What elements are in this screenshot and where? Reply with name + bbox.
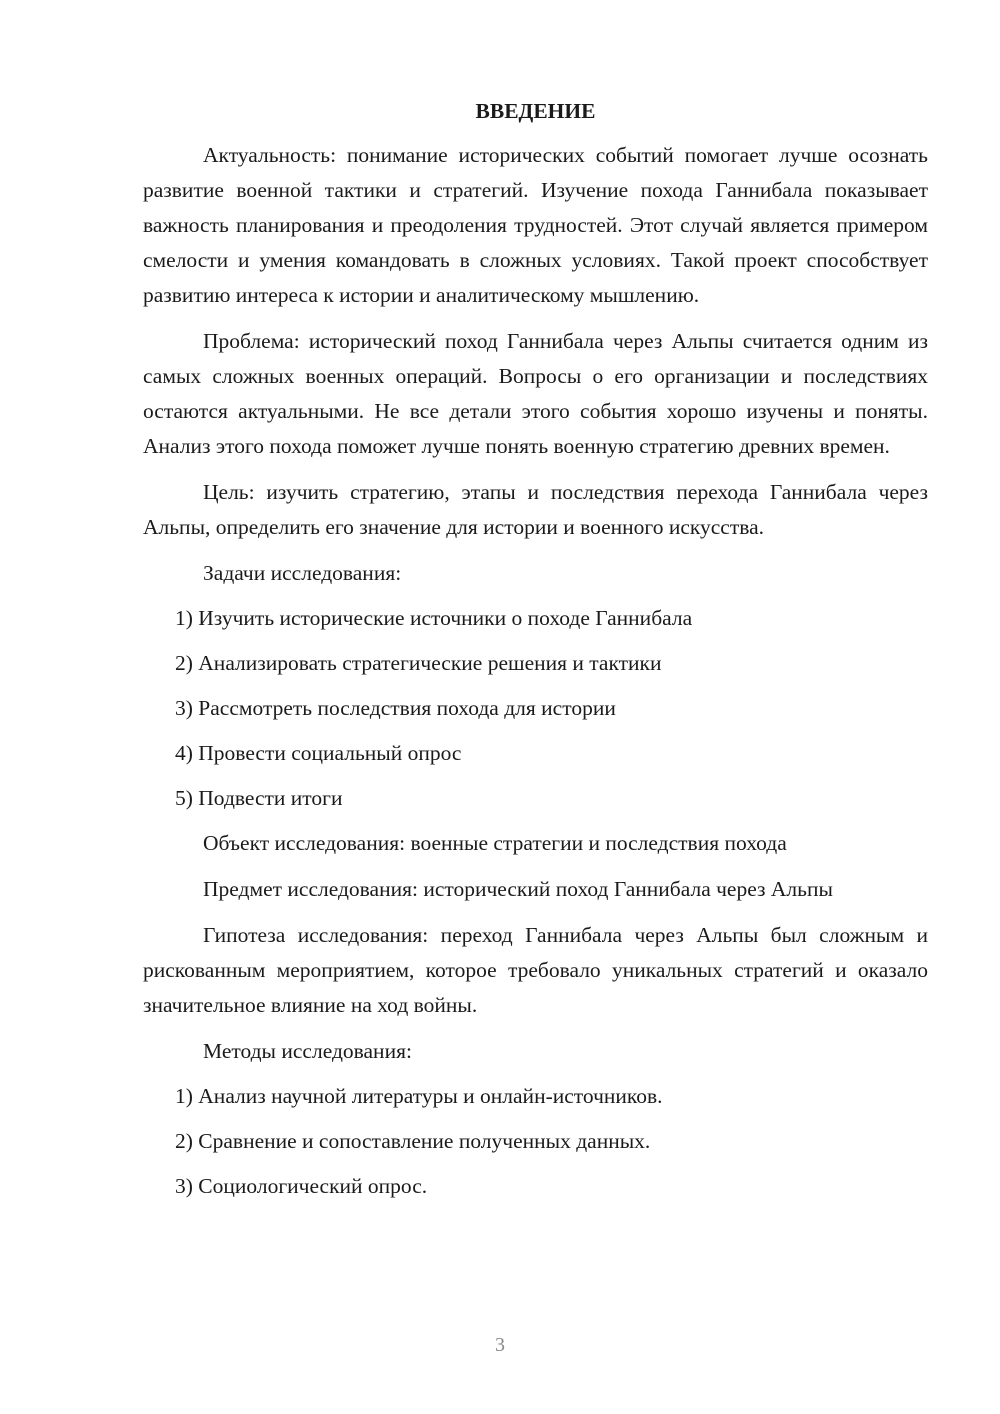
method-item: 2) Сравнение и сопоставление полученных данных. (175, 1129, 651, 1153)
object-paragraph: Объект исследования: военные стратегии и последствия похода (203, 831, 787, 855)
page-title: ВВЕДЕНИЕ (475, 99, 596, 123)
hypothesis-paragraph: Гипотеза исследования: переход Ганнибала через Альпы был сложным и рискованным мероприятием, которое требовало уникальных стратегий и оказало значительное влияние на ход войны. (143, 923, 928, 1017)
goal-paragraph: Цель: изучить стратегию, этапы и последствия перехода Ганнибала через Альпы, определить его значение для истории и военного искусства. (143, 480, 928, 539)
task-item: 1) Изучить исторические источники о походе Ганнибала (175, 606, 693, 630)
page-number: 3 (495, 1334, 505, 1356)
task-item: 4) Провести социальный опрос (175, 741, 462, 765)
method-item: 3) Социологический опрос. (175, 1174, 428, 1198)
problem-paragraph: Проблема: исторический поход Ганнибала через Альпы считается одним из самых сложных военных операций. Вопросы о его организации и последствиях остаются актуальными. Не все детали этого события хорошо изучены и поняты. Анализ этого похода поможет лучше понять военную стратегию древних времен. (143, 329, 928, 458)
relevance-paragraph: Актуальность: понимание исторических событий помогает лучше осознать развитие военной тактики и стратегий. Изучение похода Ганнибала показывает важность планирования и преодоления трудностей. Этот случай является примером смелости и умения командовать в сложных условиях. Такой проект способствует развитию интереса к истории и аналитическому мышлению. (143, 143, 928, 307)
methods-heading: Методы исследования: (203, 1039, 412, 1063)
task-item: 2) Анализировать стратегические решения и тактики (175, 651, 662, 675)
task-item: 5) Подвести итоги (175, 786, 343, 810)
task-item: 3) Рассмотреть последствия похода для истории (175, 696, 616, 720)
method-item: 1) Анализ научной литературы и онлайн-источников. (175, 1084, 663, 1108)
tasks-heading: Задачи исследования: (203, 561, 402, 585)
page-content (143, 96, 928, 1214)
subject-paragraph: Предмет исследования: исторический поход Ганнибала через Альпы (203, 877, 833, 901)
